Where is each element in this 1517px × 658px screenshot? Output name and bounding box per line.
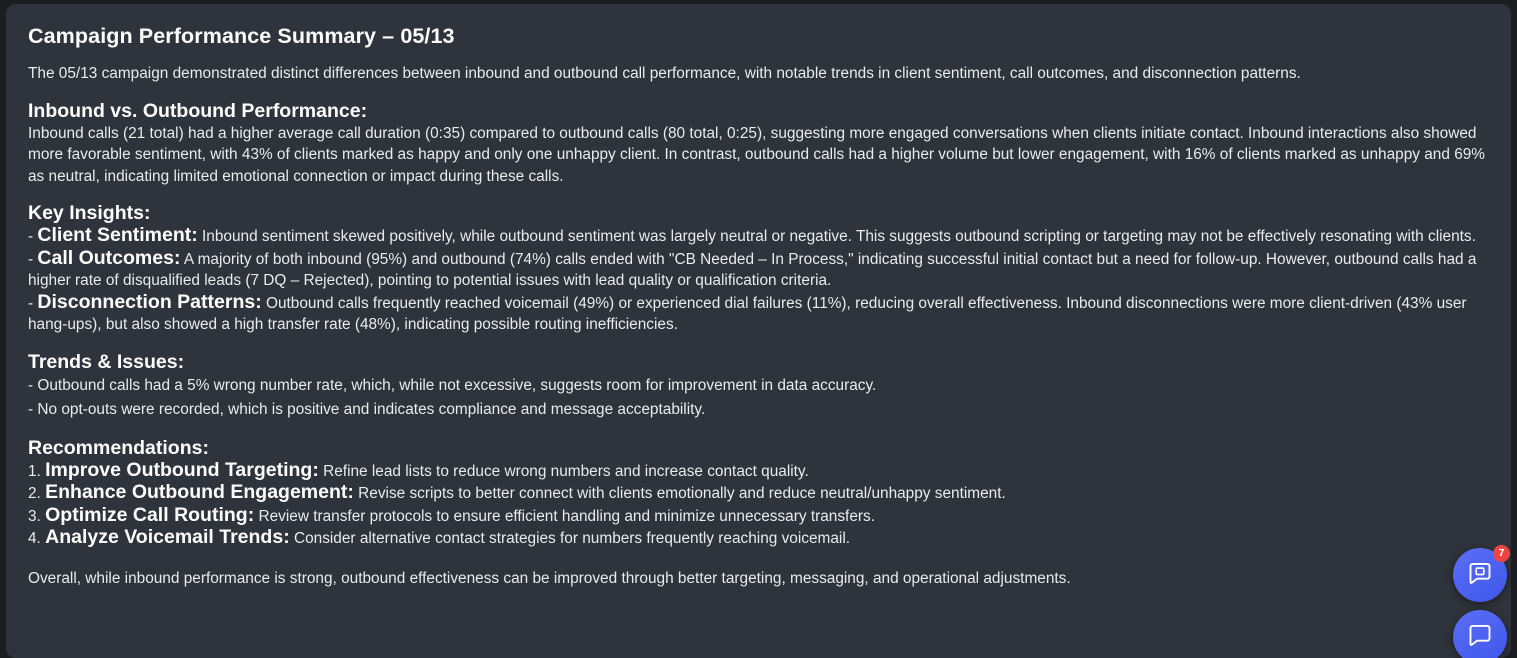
intro-paragraph: The 05/13 campaign demonstrated distinct differences between inbound and outbound call performance, with notable trends in client sentiment, call outcomes, and disconnection patterns.	[28, 65, 1301, 82]
insight-label: Client Sentiment:	[37, 224, 198, 246]
section-body-performance: Inbound calls (21 total) had a higher average call duration (0:35) compared to outbound calls (80 total, 0:25), suggesting more engaged conversations when clients initiate contact. Inbound interactions also showed more favorable sentiment, with 43% of clients marked as happy and only one unhappy client. In contrast, outbound calls had a higher volume but lower engagement, with 16% of clients marked as unhappy and 69% as neutral, indicating limited emotional connection or impact during these calls.	[28, 124, 1485, 185]
section-heading-recommendations: Recommendations:	[28, 436, 209, 459]
trend-line: - No opt-outs were recorded, which is positive and indicates compliance and message acceptability.	[28, 400, 706, 418]
page-title: Campaign Performance Summary – 05/13	[28, 24, 455, 48]
insight-dash: -	[28, 250, 38, 268]
recommendation-number: 2.	[28, 485, 46, 502]
closing-paragraph: Overall, while inbound performance is strong, outbound effectiveness can be improved through better targeting, messaging, and operational adjustments.	[28, 569, 1071, 587]
chat-launcher-secondary-button[interactable]	[1453, 610, 1507, 658]
insight-item	[28, 292, 1489, 336]
recommendation-label: Enhance Outbound Engagement:	[45, 481, 354, 503]
insight-item	[28, 225, 1489, 248]
section-heading-key-insights: Key Insights:	[28, 202, 151, 224]
insight-label: Call Outcomes:	[37, 246, 181, 269]
recommendation-number: 3.	[28, 507, 46, 525]
recommendation-text: Revise scripts to better connect with clients emotionally and reduce neutral/unhappy sentiment.	[353, 485, 1006, 502]
insight-text: Inbound sentiment skewed positively, while outbound sentiment was largely neutral or negative. This suggests outbound scripting or targeting may not be effectively resonating with clients.	[197, 228, 1476, 245]
chat-launcher-button[interactable]	[1453, 548, 1507, 602]
trend-line: - Outbound calls had a 5% wrong number rate, which, while not excessive, suggests room for improvement in data accuracy.	[28, 376, 877, 394]
recommendation-item	[28, 505, 1489, 528]
recommendation-item	[28, 460, 1489, 483]
unread-badge: 7	[1493, 545, 1510, 562]
recommendation-number: 1.	[28, 462, 46, 480]
recommendation-label: Optimize Call Routing:	[45, 503, 255, 526]
chat-bubble-icon	[1466, 559, 1494, 592]
section-heading-trends-issues: Trends & Issues:	[28, 350, 185, 373]
recommendation-item	[28, 527, 1489, 550]
insight-item	[28, 248, 1489, 292]
insight-dash: -	[28, 294, 38, 312]
recommendation-item	[28, 482, 1489, 505]
insight-label: Disconnection Patterns:	[37, 290, 262, 313]
recommendation-label: Analyze Voicemail Trends:	[45, 526, 290, 548]
insight-text: Outbound calls frequently reached voicemail (49%) or experienced dial failures (11%), reducing overall effectiveness. Inbound disconnections were more client-driven (43% user hang-ups), but also showed a high transfer rate (48%), indicating possible routing inefficiencies.	[28, 294, 1467, 333]
insight-text: A majority of both inbound (95%) and outbound (74%) calls ended with "CB Needed – In Process," indicating successful initial contact but a need for follow-up. However, outbound calls had a higher rate of disqualified leads (7 DQ – Rejected), pointing to potential issues with lead quality or qualification criteria.	[28, 250, 1477, 289]
recommendation-label: Improve Outbound Targeting:	[45, 458, 319, 481]
recommendation-text: Refine lead lists to reduce wrong numbers and increase contact quality.	[318, 462, 809, 480]
section-heading-performance: Inbound vs. Outbound Performance:	[28, 99, 368, 122]
summary-panel	[6, 4, 1511, 658]
recommendation-text: Review transfer protocols to ensure efficient handling and minimize unnecessary transfers.	[254, 507, 875, 525]
recommendation-text: Consider alternative contact strategies for numbers frequently reaching voicemail.	[289, 530, 851, 547]
recommendation-number: 4.	[28, 530, 46, 547]
insight-dash: -	[28, 228, 38, 245]
chat-bubble-icon	[1466, 621, 1494, 654]
